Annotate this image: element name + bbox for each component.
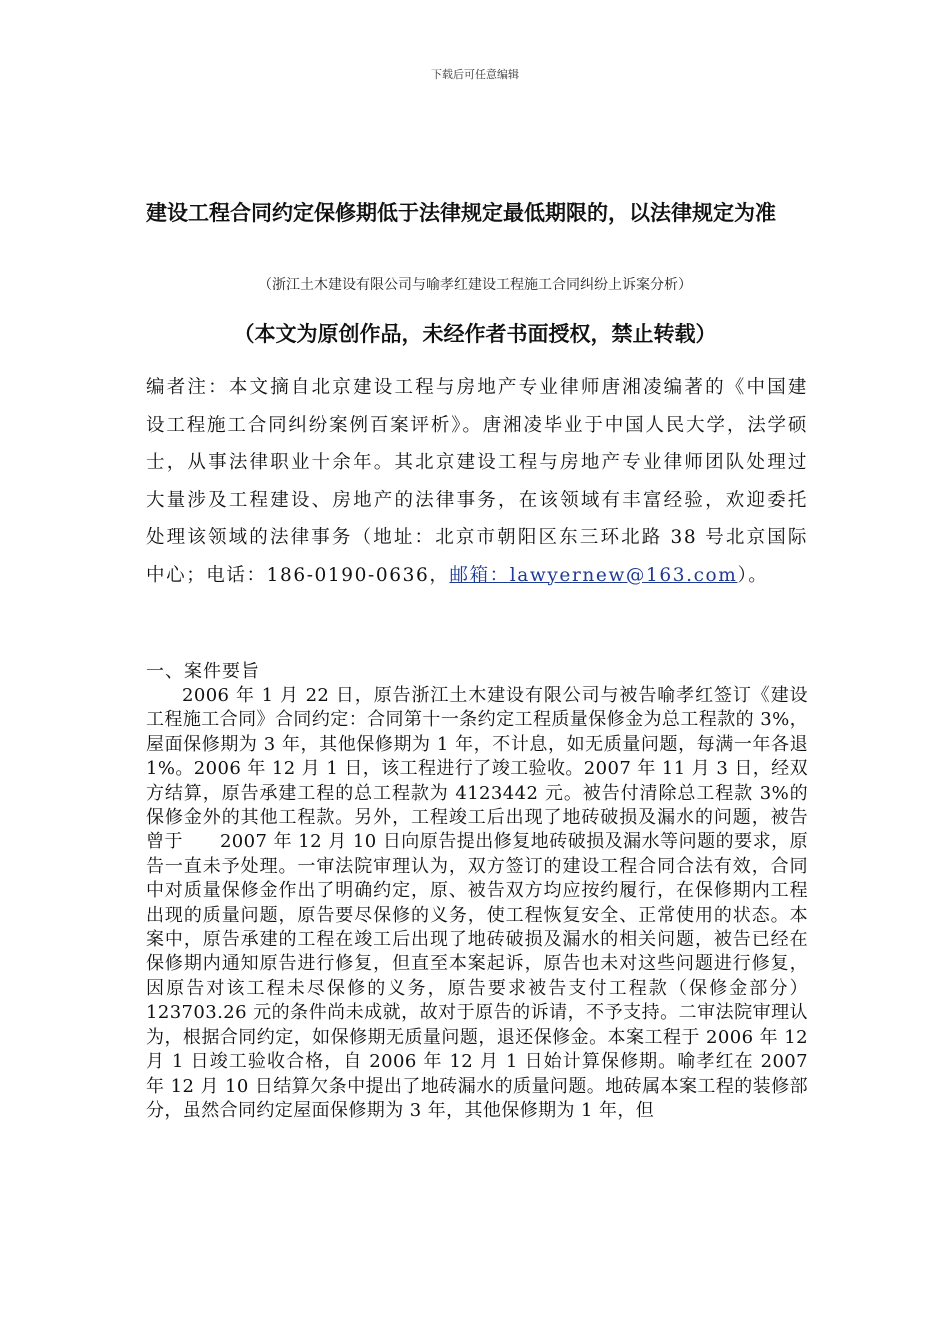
editor-note-text: 编者注：本文摘自北京建设工程与房地产专业律师唐湘凌编著的《中国建设工程施工合同纠纷案例百案评析》。唐湘凌毕业于中国人民大学，法学硕士，从事法律职业十余年。其北京建设工程与房地产专业律师团队处理过大量涉及工程建设、房地产的法律事务，在该领域有丰富经验，欢迎委托处理该领域的法律事务（地址：北京市朝阳区东三环北路 38 号北京国际中心；电话：186-0190-0636， bbox=[146, 377, 808, 586]
email-link[interactable]: 邮箱：lawyernew@163.com bbox=[449, 564, 738, 586]
editor-note-end: ）。 bbox=[737, 564, 769, 586]
editor-note bbox=[146, 369, 808, 594]
article-title: 建设工程合同约定保修期低于法律规定最低期限的，以法律规定为准 bbox=[146, 201, 776, 225]
copyright-notice: （本文为原创作品，未经作者书面授权，禁止转载） bbox=[233, 322, 717, 346]
article-subtitle: （浙江土木建设有限公司与喻孝红建设工程施工合同纠纷上诉案分析） bbox=[258, 277, 692, 293]
case-summary-paragraph: 2006 年 1 月 22 日，原告浙江土木建设有限公司与被告喻孝红签订《建设工程施工合同》合同约定：合同第十一条约定工程质量保修金为总工程款的 3%，屋面保修期为 3 年，其他保修期为 1 年，不计息，如无质量问题，每满一年各退 1%。2006 年 12 月 1 日，该工程进行了竣工验收。2007 年 11 月 3 日，经双方结算，原告承建工程的总工程款为 4123442 元。被告付清除总工程款 3%的保修金外的其他工程款。另外，工程竣工后出现了地砖破损及漏水的问题，被告曾于 2007 年 12 月 10 日向原告提出修复地砖破损及漏水等问题的要求，原告一直未予处理。一审法院审理认为，双方签订的建设工程合同合法有效，合同中对质量保修金作出了明确约定，原、被告双方均应按约履行，在保修期内工程出现的质量问题，原告要尽保修的义务，使工程恢复安全、正常使用的状态。本案中，原告承建的工程在竣工后出现了地砖破损及漏水的相关问题，被告已经在保修期内通知原告进行修复，但直至本案起诉，原告也未对这些问题进行修复，因原告对该工程未尽保修的义务，原告要求被告支付工程款（保修金部分）123703.26 元的条件尚未成就，故对于原告的诉请，不予支持。二审法院审理认为，根据合同约定，如保修期无质量问题，退还保修金。本案工程于 2006 年 12 月 1 日竣工验收合格，自 2006 年 12 月 1 日始计算保修期。喻孝红在 2007 年 12 月 10 日结算欠条中提出了地砖漏水的质量问题。地砖属本案工程的装修部分，虽然合同约定屋面保修期为 3 年，其他保修期为 1 年，但 bbox=[146, 685, 808, 1121]
section-heading: 一、案件要旨 bbox=[146, 661, 260, 682]
header-note: 下载后可任意编辑 bbox=[431, 68, 519, 81]
